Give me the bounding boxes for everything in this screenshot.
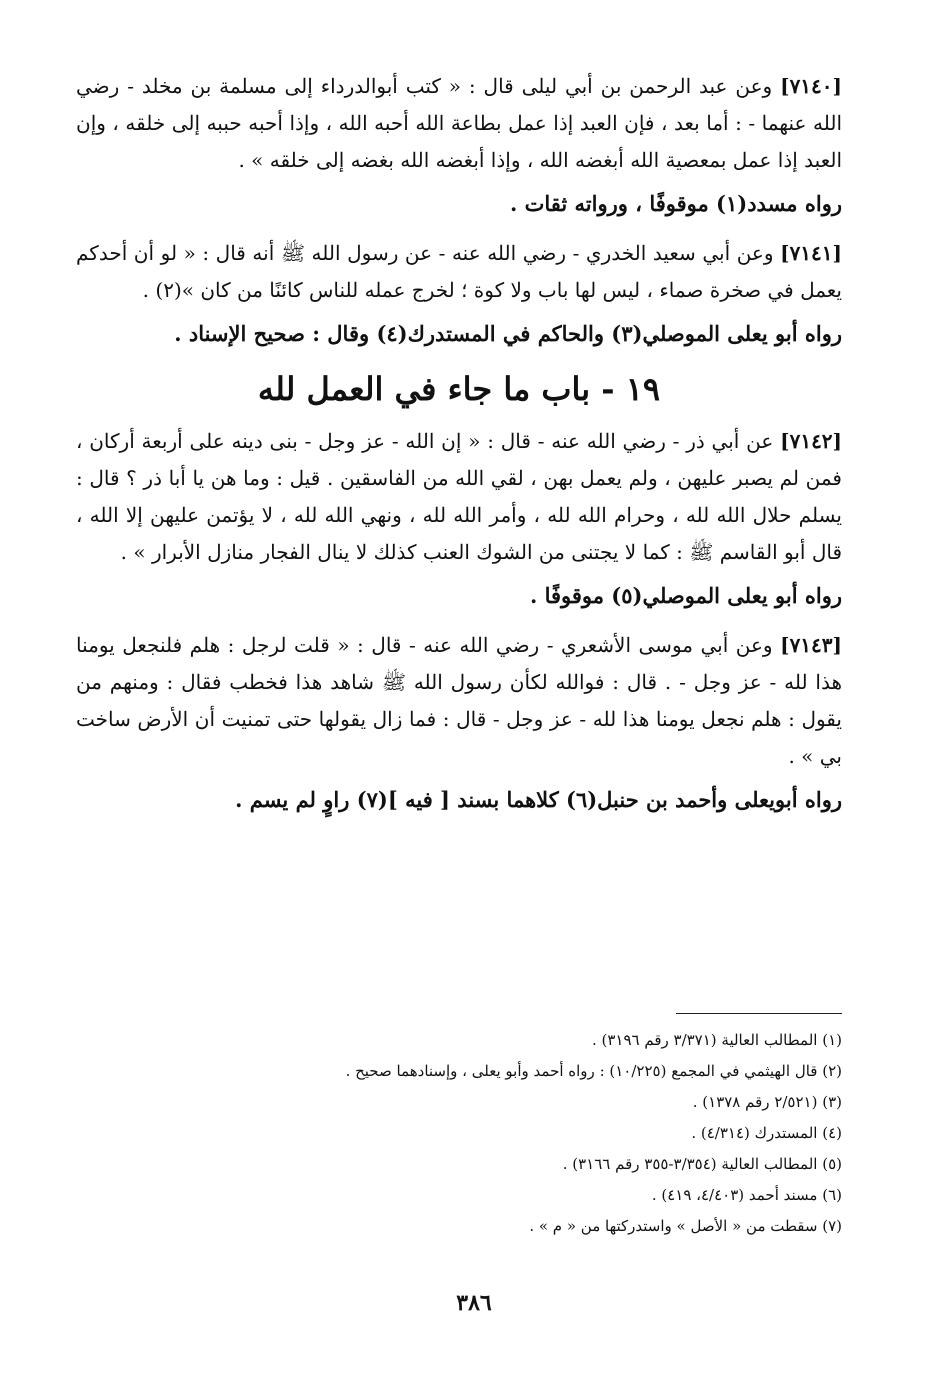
page-number: ٣٨٦ bbox=[456, 1290, 492, 1316]
narration-note: رواه أبو يعلى الموصلي(٣) والحاكم في المستدرك(٤) وقال : صحيح الإسناد . bbox=[174, 321, 842, 346]
hadith-number: [٧١٤٠] bbox=[780, 74, 842, 98]
footnote-item: (٢) قال الهيثمي في المجمع (١٠/٢٢٥) : رواه أحمد وأبو يعلى ، وإسنادهما صحيح . bbox=[345, 1062, 842, 1080]
hadith-text: وعن عبد الرحمن بن أبي ليلى قال : « كتب أبوالدرداء إلى مسلمة بن مخلد - رضي الله عنهما - : أما بعد ، فإن العبد إذا عمل بطاعة الله أحبه الله ، وإذا أحبه حببه إلى خلقه ، وإن العبد إذا عمل بمعصية الله أبغضه الله ، وإذا أبغضه الله بغضه إلى خلقه » . bbox=[76, 74, 842, 172]
footnote-item: (٥) المطالب العالية (٣/٣٥٤-٣٥٥ رقم ٣١٦٦) . bbox=[562, 1155, 842, 1173]
footnote-item: (٤) المستدرك (٤/٣١٤) . bbox=[691, 1124, 842, 1142]
footnotes bbox=[76, 1025, 842, 1242]
hadith-number: [٧١٤١] bbox=[780, 241, 842, 265]
hadith-7141 bbox=[76, 235, 842, 309]
footnote-item: (٧) سقطت من « الأصل » واستدركتها من « م » . bbox=[529, 1217, 842, 1235]
hadith-number: [٧١٤٣] bbox=[780, 633, 842, 657]
footnote-divider bbox=[676, 1013, 842, 1014]
hadith-number: [٧١٤٢] bbox=[780, 429, 843, 453]
hadith-7140 bbox=[76, 68, 842, 179]
footnote-item: (٣) (٢/٥٢١ رقم ١٣٧٨) . bbox=[692, 1093, 842, 1111]
hadith-text: وعن أبي موسى الأشعري - رضي الله عنه - قال : « قلت لرجل : هلم فلنجعل يومنا هذا لله - عز وجل - . قال : فوالله لكأن رسول الله ﷺ شاهد هذا فخطب فقال : ومنهم من يقول : هلم نجعل يومنا هذا لله - عز وجل - قال : فما زال يقولها حتى تمنيت أن الأرض ساخت بي » . bbox=[76, 633, 842, 768]
narration-note: رواه مسدد(١) موقوفًا ، ورواته ثقات . bbox=[509, 191, 842, 216]
footnote-item: (٦) مسند أحمد (٤/٤٠٣، ٤١٩) . bbox=[651, 1186, 842, 1204]
narration-note: رواه أبويعلى وأحمد بن حنبل(٦) كلاهما بسند [ فيه ](٧) راوٍ لم يسم . bbox=[235, 787, 842, 812]
hadith-text: عن أبي ذر - رضي الله عنه - قال : « إن الله - عز وجل - بنى دينه على أربعة أركان ، فمن لم يصبر عليهن ، ولم يعمل بهن ، لقي الله من الفاسقين . قيل : وما هن يا أبا ذر ؟ قال : يسلم حلال الله لله ، وحرام الله لله ، وأمر الله لله ، ونهي الله لله ، لا يؤتمن عليهن إلا الله ، قال أبو القاسم ﷺ : كما لا يجتنى من الشوك العنب كذلك لا ينال الفجار منازل الأبرار » . bbox=[76, 429, 842, 564]
chapter-title: ١٩ - باب ما جاء في العمل لله bbox=[257, 370, 661, 408]
narration-note: رواه أبو يعلى الموصلي(٥) موقوفًا . bbox=[529, 583, 842, 608]
footnote-item: (١) المطالب العالية (٣/٣٧١ رقم ٣١٩٦) . bbox=[591, 1031, 842, 1049]
page-body bbox=[76, 68, 842, 831]
hadith-7142 bbox=[76, 423, 842, 571]
hadith-7143 bbox=[76, 627, 842, 775]
hadith-text: وعن أبي سعيد الخدري - رضي الله عنه - عن رسول الله ﷺ أنه قال : « لو أن أحدكم يعمل في صخرة صماء ، ليس لها باب ولا كوة ؛ لخرج عمله للناس كائنًا من كان »(٢) . bbox=[76, 241, 842, 302]
